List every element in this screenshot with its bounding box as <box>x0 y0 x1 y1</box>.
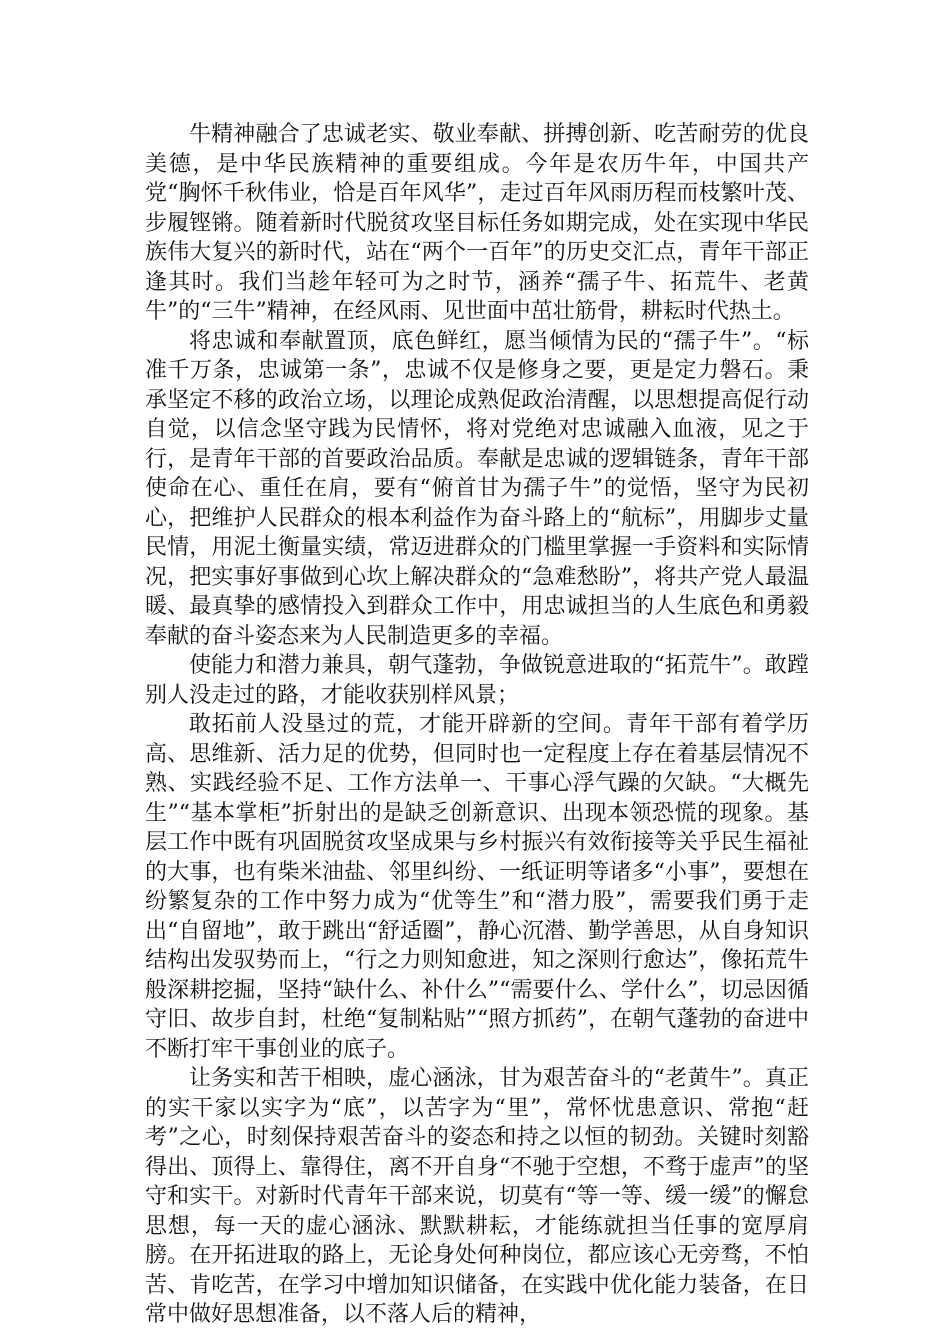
paragraph-4: 敢拓前人没垦过的荒，才能开辟新的空间。青年干部有着学历高、思维新、活力足的优势，但同时也一定程度上存在着基层情况不熟、实践经验不足、工作方法单一、干事心浮气躁的欠缺。“大概先生”“基本掌柜”折射出的是缺乏创新意识、出现本领恐慌的现象。基层工作中既有巩固脱贫攻坚成果与乡村振兴有效衔接等关乎民生福祉的大事，也有柴米油盐、邻里纠纷、一纸证明等诸多“小事”，要想在纷繁复杂的工作中努力成为“优等生”和“潜力股”，需要我们勇于走出“自留地”，敢于跳出“舒适圈”，静心沉潜、勤学善思，从自身知识结构出发驭势而上，“行之力则知愈进，知之深则行愈达”，像拓荒牛般深耕挖掘，坚持“缺什么、补什么”“需要什么、学什么”，切忌因循守旧、故步自封，杜绝“复制粘贴”“照方抓药”，在朝气蓬勃的奋进中不断打牢干事创业的底子。 <box>145 712 809 1062</box>
document-body <box>145 120 809 1330</box>
paragraph-5: 让务实和苦干相映，虚心涵泳，甘为艰苦奋斗的“老黄牛”。真正的实干家以实字为“底”，以苦字为“里”，常怀忧患意识、常抱“赶考”之心，时刻保持艰苦奋斗的姿态和持之以恒的韧劲。关键时刻豁得出、顶得上、靠得住，离不开自身“不驰于空想，不骛于虚声”的坚守和实干。对新时代青年干部来说，切莫有“等一等、缓一缓”的懈怠思想，每一天的虚心涵泳、默默耕耘，才能练就担当任事的宽厚肩膀。在开拓进取的路上，无论身处何种岗位，都应该心无旁骛，不怕苦、肯吃苦，在学习中增加知识储备，在实践中优化能力装备，在日常中做好思想准备，以不落人后的精神， <box>145 1066 809 1327</box>
paragraph-1: 牛精神融合了忠诚老实、敬业奉献、拼搏创新、吃苦耐劳的优良美德，是中华民族精神的重要组成。今年是农历牛年，中国共产党“胸怀千秋伟业，恰是百年风华”，走过百年风雨历程而枝繁叶茂、步履铿锵。随着新时代脱贫攻坚目标任务如期完成，处在实现中华民族伟大复兴的新时代，站在“两个一百年”的历史交汇点，青年干部正逢其时。我们当趁年轻可为之时节，涵养“孺子牛、拓荒牛、老黄牛”的“三牛”精神，在经风雨、见世面中茁壮筋骨，耕耘时代热土。 <box>145 122 809 324</box>
paragraph-3: 使能力和潜力兼具，朝气蓬勃，争做锐意进取的“拓荒牛”。敢蹚别人没走过的路，才能收获别样风景； <box>145 653 809 708</box>
paragraph-2: 将忠诚和奉献置顶，底色鲜红，愿当倾情为民的“孺子牛”。“标准千万条，忠诚第一条”，忠诚不仅是修身之要，更是定力磐石。秉承坚定不移的政治立场，以理论成熟促政治清醒，以思想提高促行动自觉，以信念坚守践为民情怀，将对党绝对忠诚融入血液，见之于行，是青年干部的首要政治品质。奉献是忠诚的逻辑链条，青年干部使命在心、重任在肩，要有“俯首甘为孺子牛”的觉悟，坚守为民初心，把维护人民群众的根本利益作为奋斗路上的“航标”，用脚步丈量民情，用泥土衡量实绩，常迈进群众的门槛里掌握一手资料和实际情况，把实事好事做到心坎上解决群众的“急难愁盼”，将共产党人最温暖、最真挚的感情投入到群众工作中，用忠诚担当的人生底色和勇毅奉献的奋斗姿态来为人民制造更多的幸福。 <box>145 328 809 649</box>
